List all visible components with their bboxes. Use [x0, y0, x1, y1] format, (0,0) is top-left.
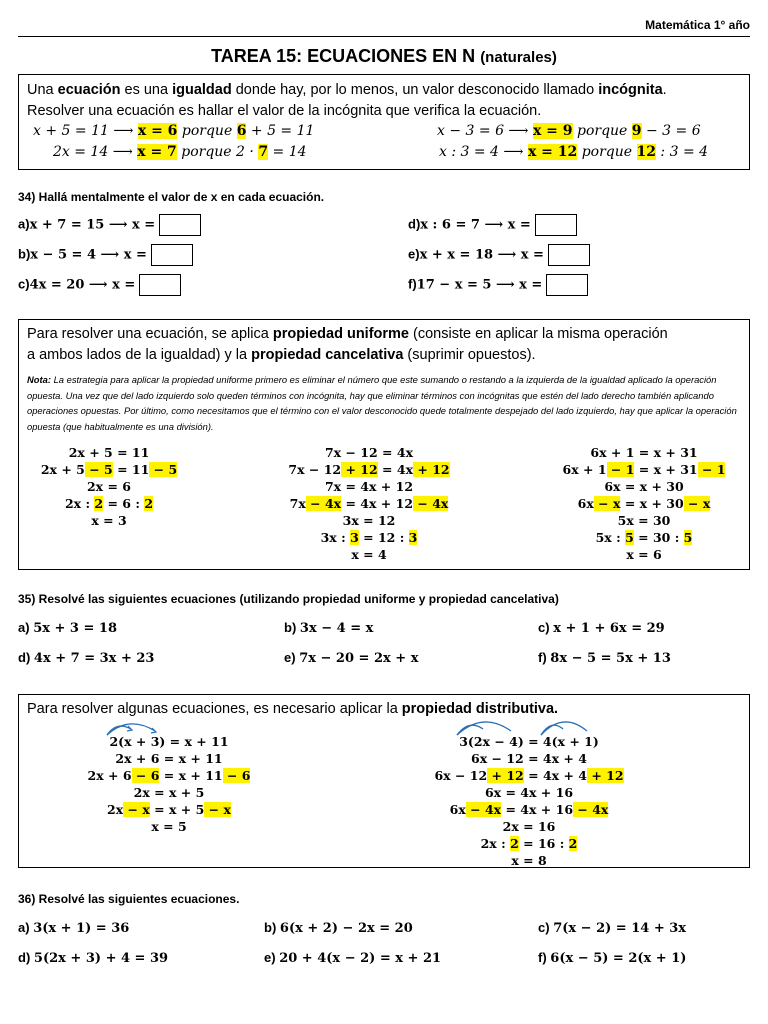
rhs: = 11	[112, 462, 150, 477]
text: Para resolver una ecuación, se aplica	[27, 326, 273, 342]
strategy-note	[27, 372, 743, 434]
item-equation: 5x + 3 = 18	[33, 621, 118, 636]
eq: 2x = 14 ⟶	[53, 144, 138, 160]
rhs: = x + 11	[159, 768, 223, 783]
op-highlight: − 4x	[305, 496, 342, 511]
lhs: 2x	[107, 802, 124, 817]
q35-item-e	[284, 650, 418, 666]
rhs: = 4x + 4	[523, 768, 587, 783]
step: 2(x + 3) = x + 11	[109, 734, 229, 749]
step: 3x = 12	[342, 513, 396, 528]
rhs: = 12 :	[358, 530, 409, 545]
q34-item-e	[408, 244, 590, 266]
eq: x − 3 = 6 ⟶	[437, 123, 533, 139]
item-label: e)	[264, 950, 276, 965]
q35-item-c	[538, 620, 665, 636]
q34-item-a	[18, 214, 201, 236]
item-label: c)	[538, 920, 550, 935]
item-equation: 4x + 7 = 3x + 23	[33, 651, 155, 666]
example-distributive-1	[79, 733, 259, 835]
op-highlight: 2	[144, 496, 154, 511]
lhs: 6x − 12	[434, 768, 488, 783]
item-equation: x − 5 = 4 ⟶ x =	[30, 247, 147, 263]
step	[429, 767, 629, 784]
value-highlight: 7	[258, 144, 269, 160]
rhs: = x + 31	[634, 462, 698, 477]
op-highlight: + 12	[487, 768, 524, 783]
title-sub: (naturales)	[480, 49, 557, 66]
property-line-1	[27, 324, 668, 344]
step: 2x = 6	[86, 479, 132, 494]
item-label: a)	[18, 920, 30, 935]
note-label: Nota:	[27, 374, 51, 385]
lhs: 7x − 12	[288, 462, 342, 477]
lhs: 5x :	[595, 530, 626, 545]
lhs: 6x	[577, 496, 594, 511]
item-equation: x + 7 = 15 ⟶ x =	[29, 217, 156, 233]
step	[429, 835, 629, 852]
item-equation: 7x − 20 = 2x + x	[299, 651, 419, 666]
op-highlight: − x	[593, 496, 621, 511]
item-equation: 7(x − 2) = 14 + 3x	[553, 921, 687, 936]
q36-item-b	[264, 920, 413, 936]
step	[429, 801, 629, 818]
header-subject: Matemática 1° año	[645, 18, 750, 32]
value-highlight: 12	[636, 144, 656, 160]
answer-highlight: x = 12	[527, 144, 578, 160]
bold-distributiva: propiedad distributiva.	[401, 701, 559, 717]
item-label: a)	[18, 620, 30, 635]
item-equation: 4x = 20 ⟶ x =	[29, 277, 136, 293]
text: .	[662, 82, 667, 98]
step: 5x = 30	[617, 513, 671, 528]
property-line-2	[27, 345, 536, 365]
step: x = 3	[91, 513, 127, 528]
rhs: = 16 :	[518, 836, 569, 851]
eq: x : 3 = 4 ⟶	[439, 144, 528, 160]
lhs: 3x :	[320, 530, 351, 545]
lhs: 2x :	[64, 496, 95, 511]
step: 6x = 4x + 16	[484, 785, 574, 800]
answer-box[interactable]	[139, 274, 181, 296]
rest: + 5 = 11	[246, 123, 315, 139]
step	[544, 495, 744, 512]
distributive-line	[27, 699, 558, 719]
rest: : 3 = 4	[655, 144, 709, 160]
step: 6x + 1 = x + 31	[590, 445, 698, 460]
text: (suprimir opuestos).	[403, 347, 536, 363]
step	[39, 461, 179, 478]
page-title	[0, 46, 768, 67]
q35-item-f	[538, 650, 671, 666]
step	[79, 767, 259, 784]
note-text: La estrategia para aplicar la propiedad uniforme primero es eliminar el número que este sumando o restando a la izquierda de la igualdad aplicado la operación opuesta. Una vez que del lado izquierdo solo queden términos con incógnita, hay que eliminar términos con incógnitas que estén del lado derecho también aplicando operaciones opuestas. Por último, como necesitamos que el término con el valor desconocido quede totalmente despejado del lado izquierdo, hay que aplicar la operación opuesta (que habitualmente es una división).	[27, 374, 737, 432]
q36-item-a	[18, 920, 129, 936]
step: 6x = x + 30	[604, 479, 684, 494]
item-label: c)	[18, 276, 30, 292]
op-highlight: − 6	[222, 768, 251, 783]
item-label: b)	[18, 246, 31, 262]
text: Para resolver algunas ecuaciones, es necesario aplicar la	[27, 701, 402, 717]
text: (consiste en aplicar la misma operación	[409, 326, 668, 342]
item-label: b)	[284, 620, 297, 635]
op-highlight: 2	[94, 496, 104, 511]
intro-example-3	[53, 144, 307, 160]
text: Una	[27, 82, 58, 98]
rest: = 14	[268, 144, 307, 160]
lhs: 6x + 1	[562, 462, 607, 477]
op-highlight: − 4x	[573, 802, 609, 817]
step: x = 4	[351, 547, 387, 562]
answer-highlight: x = 7	[137, 144, 177, 160]
value-highlight: 9	[631, 123, 642, 139]
item-equation: x + x = 18 ⟶ x =	[419, 247, 544, 263]
q34-item-c	[18, 274, 181, 296]
example-distributive-2	[429, 733, 629, 869]
step	[79, 801, 259, 818]
answer-box[interactable]	[535, 214, 577, 236]
value-highlight: 6	[236, 123, 247, 139]
item-equation: 6(x − 5) = 2(x + 1)	[550, 951, 687, 966]
rhs: = 4x + 12	[341, 496, 414, 511]
bold-uniforme: propiedad uniforme	[272, 326, 409, 342]
rhs: = 4x + 16	[501, 802, 574, 817]
bold-incognita: incógnita	[598, 82, 663, 98]
step	[269, 461, 469, 478]
lhs: 6x	[449, 802, 466, 817]
definition-line-2: Resolver una ecuación es hallar el valor de la incógnita que verifica la ecuación.	[27, 103, 542, 119]
q34-title: 34) Hallá mentalmente el valor de x en cada ecuación.	[18, 190, 325, 204]
q35-item-b	[284, 620, 373, 636]
item-label: f)	[408, 276, 417, 292]
op-highlight: 3	[408, 530, 418, 545]
step: 7x − 12 = 4x	[324, 445, 414, 460]
op-highlight: − 1	[697, 462, 726, 477]
q35-item-d	[18, 650, 154, 666]
example-uniform-3	[544, 444, 744, 563]
op-highlight: − 6	[131, 768, 160, 783]
answer-box[interactable]	[548, 244, 590, 266]
step: 2x = x + 5	[133, 785, 205, 800]
item-label: d)	[408, 216, 421, 232]
eq: x + 5 = 11 ⟶	[33, 123, 138, 139]
item-label: c)	[538, 620, 550, 635]
op-highlight: 2	[568, 836, 578, 851]
item-equation: 17 − x = 5 ⟶ x =	[416, 277, 543, 293]
lhs: 2x + 5	[40, 462, 85, 477]
title-main: TAREA 15: ECUACIONES EN N	[211, 46, 476, 66]
op-highlight: + 12	[586, 768, 624, 783]
item-equation: 8x − 5 = 5x + 13	[550, 651, 671, 666]
step: x = 5	[151, 819, 187, 834]
step: x = 6	[626, 547, 662, 562]
rhs: = 4x	[377, 462, 414, 477]
op-highlight: − x	[683, 496, 711, 511]
step	[544, 461, 744, 478]
item-equation: x + 1 + 6x = 29	[553, 621, 665, 636]
step: 2x + 5 = 11	[68, 445, 150, 460]
bold-igualdad: igualdad	[172, 82, 232, 98]
example-uniform-1	[39, 444, 179, 529]
item-label: f)	[538, 950, 547, 965]
intro-example-1	[33, 123, 314, 139]
op-highlight: 2	[510, 836, 519, 851]
item-equation: 3x − 4 = x	[299, 621, 374, 636]
q35-title: 35) Resolvé las siguientes ecuaciones (utilizando propiedad uniforme y propiedad cancelativa)	[18, 592, 559, 606]
rhs: = x + 30	[620, 496, 684, 511]
q34-item-d	[408, 214, 577, 236]
q36-item-d	[18, 950, 168, 966]
step	[544, 529, 744, 546]
item-label: e)	[284, 650, 296, 665]
op-highlight: − 5	[84, 462, 113, 477]
intro-example-2	[437, 123, 701, 139]
step	[39, 495, 179, 512]
op-highlight: − 4x	[413, 496, 449, 511]
lhs: 7x	[289, 496, 306, 511]
text: a ambos lados de la igualdad) y la	[27, 347, 252, 363]
porque: porque	[572, 123, 632, 139]
porque: porque	[177, 123, 237, 139]
step: 3(2x − 4) = 4(x + 1)	[459, 734, 599, 749]
step	[269, 495, 469, 512]
op-highlight: − 5	[149, 462, 178, 477]
step: x = 8	[511, 853, 547, 868]
op-highlight: 5	[683, 530, 693, 545]
item-label: f)	[538, 650, 547, 665]
property-box-uniform	[18, 319, 750, 570]
answer-box[interactable]	[159, 214, 201, 236]
answer-box[interactable]	[546, 274, 588, 296]
header-divider	[18, 36, 750, 37]
item-label: d)	[18, 650, 31, 665]
op-highlight: − 1	[606, 462, 635, 477]
item-equation: 20 + 4(x − 2) = x + 21	[279, 951, 442, 966]
porque: porque	[577, 144, 637, 160]
step	[269, 529, 469, 546]
definition-box	[18, 74, 750, 170]
bold-ecuacion: ecuación	[57, 82, 121, 98]
item-equation: x : 6 = 7 ⟶ x =	[420, 217, 531, 233]
intro-example-4	[439, 144, 708, 160]
item-equation: 5(2x + 3) + 4 = 39	[33, 951, 169, 966]
item-label: a)	[18, 216, 30, 232]
answer-box[interactable]	[151, 244, 193, 266]
step: 2x = 16	[502, 819, 556, 834]
q36-title: 36) Resolvé las siguientes ecuaciones.	[18, 892, 240, 906]
rest: − 3 = 6	[641, 123, 701, 139]
item-equation: 3(x + 1) = 36	[33, 921, 130, 936]
q35-item-a	[18, 620, 117, 636]
rhs: = 6 :	[103, 496, 145, 511]
q36-item-c	[538, 920, 686, 936]
text: es una	[120, 82, 173, 98]
op-highlight: 3	[350, 530, 359, 545]
bold-cancelativa: propiedad cancelativa	[251, 347, 404, 363]
op-highlight: − x	[204, 802, 231, 817]
lhs: 2x + 6	[87, 768, 132, 783]
item-equation: 6(x + 2) − 2x = 20	[279, 921, 413, 936]
example-uniform-2	[269, 444, 469, 563]
q34-item-f	[408, 274, 588, 296]
step: 6x − 12 = 4x + 4	[471, 751, 587, 766]
rhs: = x + 5	[149, 802, 205, 817]
definition-line-1	[27, 80, 667, 100]
q34-item-b	[18, 244, 193, 266]
answer-highlight: x = 6	[137, 123, 178, 139]
rhs: = 30 :	[633, 530, 684, 545]
lhs: 2x :	[480, 836, 511, 851]
q36-item-f	[538, 950, 686, 966]
op-highlight: − x	[123, 802, 150, 817]
item-label: e)	[408, 246, 420, 262]
text: donde hay, por lo menos, un valor desconocido llamado	[231, 82, 599, 98]
q36-item-e	[264, 950, 441, 966]
op-highlight: 5	[625, 530, 634, 545]
step: 7x = 4x + 12	[324, 479, 414, 494]
porque: porque 2 ·	[176, 144, 259, 160]
item-label: d)	[18, 950, 31, 965]
op-highlight: − 4x	[465, 802, 502, 817]
answer-highlight: x = 9	[532, 123, 573, 139]
op-highlight: + 12	[413, 462, 450, 477]
op-highlight: + 12	[341, 462, 378, 477]
step: 2x + 6 = x + 11	[115, 751, 223, 766]
item-label: b)	[264, 920, 277, 935]
property-box-distributive	[18, 694, 750, 868]
